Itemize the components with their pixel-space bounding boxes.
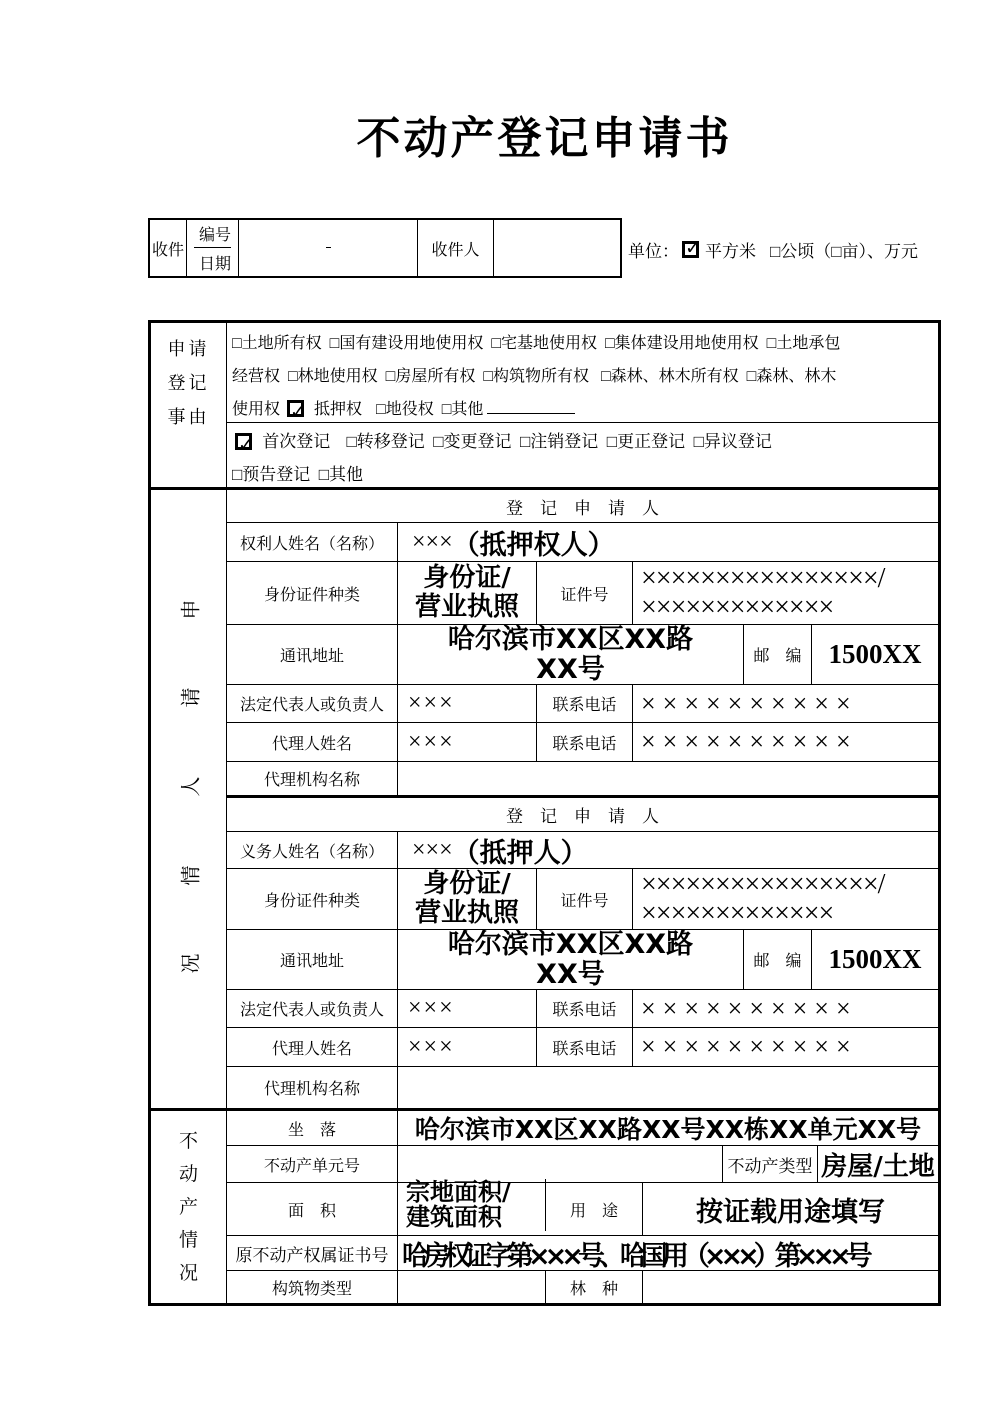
rights-line-1[interactable]: □土地所有权 □国有建设用地使用权 □宅基地使用权 □集体建设用地使用权 □土地承包	[232, 335, 841, 352]
receipt-number-field[interactable]	[326, 220, 331, 248]
page-title: 不动产登记申请书	[356, 114, 733, 163]
area-field[interactable]	[398, 1179, 546, 1231]
agent-field[interactable]: ×××	[398, 723, 537, 761]
name-field[interactable]	[398, 832, 938, 868]
reason-side-line: 申请	[167, 339, 210, 359]
property-side-char: 动	[178, 1163, 198, 1185]
receipt-receive-label: 收件	[150, 220, 187, 276]
main-form-table	[148, 320, 941, 1306]
phone-label: 联系电话	[537, 685, 633, 722]
registrant-header: 登 记 申 请 人	[506, 498, 659, 518]
id-type-field[interactable]	[398, 562, 537, 624]
types-checked-label[interactable]: 首次登记	[262, 432, 331, 451]
structure-type-field[interactable]	[398, 1271, 546, 1303]
property-side-char: 况	[178, 1262, 198, 1284]
agency-label: 代理机构名称	[227, 1067, 398, 1108]
name-role-value: （抵押人）	[452, 837, 588, 869]
check-icon: ✓	[238, 434, 254, 456]
reason-side-line: 登记	[167, 373, 210, 393]
check-icon: ✓	[685, 236, 701, 259]
phone-label: 联系电话	[537, 990, 633, 1027]
id-type-line2: 营业执照	[414, 592, 519, 622]
phone-field[interactable]: ××××××××××	[641, 993, 858, 1023]
unit-other-options[interactable]: □公顷（□亩）、万元	[770, 241, 919, 261]
id-type-label: 身份证件种类	[227, 562, 398, 624]
reason-side-line: 事由	[167, 407, 210, 427]
address-line1: 哈尔滨市XX区XX路	[447, 928, 694, 960]
id-number-field[interactable]	[633, 869, 938, 929]
receipt-date-field[interactable]	[326, 248, 331, 276]
address-line2: XX号	[536, 958, 605, 990]
property-side-label	[151, 1111, 227, 1303]
use-label: 用 途	[546, 1183, 643, 1235]
forest-type-label: 林 种	[546, 1271, 643, 1303]
applicant-section	[151, 487, 938, 1108]
receipt-table	[148, 218, 622, 278]
name-label: 权利人姓名（名称）	[227, 523, 398, 561]
applicant-side-char: 请	[180, 687, 202, 708]
applicant-side-char: 况	[180, 953, 202, 974]
id-type-line1: 身份证/	[423, 869, 511, 899]
old-cert-label: 原不动产权属证书号	[227, 1236, 398, 1270]
other-blank-underline[interactable]	[487, 400, 575, 414]
receipt-date-label: 日期	[198, 255, 231, 273]
applicant-side-char: 申	[180, 599, 202, 620]
address-label: 通讯地址	[227, 930, 398, 989]
name-role-value: （抵押权人）	[452, 529, 615, 561]
checked-checkbox-icon[interactable]	[235, 433, 254, 456]
property-section	[151, 1108, 938, 1303]
rights-checked-label[interactable]: 抵押权	[314, 401, 363, 418]
name-label: 义务人姓名（名称）	[227, 832, 398, 868]
applicant-side-label	[151, 490, 227, 1108]
id-number-field[interactable]	[633, 562, 938, 624]
reason-side-label	[151, 323, 227, 487]
address-line2: XX号	[536, 653, 605, 685]
checked-checkbox-icon[interactable]	[682, 236, 701, 259]
receipt-receiver-label: 收件人	[418, 220, 494, 276]
phone-label: 联系电话	[537, 1028, 633, 1066]
id-type-label: 身份证件种类	[227, 869, 398, 929]
receipt-receiver-field[interactable]	[494, 220, 620, 276]
address-label: 通讯地址	[227, 625, 398, 684]
phone-field[interactable]: ××××××××××	[641, 1032, 858, 1061]
agent-field[interactable]: ×××	[398, 1028, 537, 1066]
unit-number-field[interactable]	[398, 1146, 723, 1182]
id-type-field[interactable]	[398, 869, 537, 929]
agency-label: 代理机构名称	[227, 762, 398, 795]
legal-rep-label: 法定代表人或负责人	[227, 685, 398, 722]
postcode-field[interactable]: 1500XX	[828, 639, 922, 669]
rights-line-2[interactable]: 经营权 □林地使用权 □房屋所有权 □构筑物所有权 □森林、林木所有权 □森林、林木	[232, 368, 837, 385]
agency-field[interactable]	[398, 762, 938, 795]
id-number-label: 证件号	[537, 562, 633, 624]
agent-label: 代理人姓名	[227, 723, 398, 761]
id-type-line1: 身份证/	[423, 563, 511, 593]
agent-label: 代理人姓名	[227, 1028, 398, 1066]
types-line-1[interactable]	[232, 425, 933, 458]
id-number-line1: ××××××××××××××××/	[641, 869, 885, 900]
name-x-value: ×××	[412, 836, 453, 863]
types-checkbox-group	[227, 423, 938, 487]
unit-option-sqm[interactable]: 平方米	[705, 241, 756, 261]
name-x-value: ×××	[412, 528, 453, 555]
area-line1: 宗地面积/	[406, 1178, 511, 1206]
postcode-field[interactable]: 1500XX	[828, 944, 922, 974]
unit-number-label: 不动产单元号	[227, 1146, 398, 1182]
address-field[interactable]	[398, 930, 744, 989]
property-type-label: 不动产类型	[723, 1146, 818, 1182]
location-field[interactable]: 哈尔滨市XX区XX路XX号XX栋XX单元XX号	[414, 1115, 922, 1144]
reason-section	[151, 323, 938, 487]
applicant-side-char: 情	[180, 865, 202, 886]
check-icon: ✓	[290, 401, 306, 423]
area-label: 面 积	[227, 1183, 398, 1235]
property-type-field[interactable]: 房屋/土地	[821, 1151, 935, 1182]
rights-line3-pre: 使用权	[232, 401, 281, 418]
agency-field[interactable]	[398, 1067, 938, 1108]
legal-rep-field[interactable]: ×××	[398, 990, 537, 1027]
id-number-line1: ××××××××××××××××/	[641, 563, 885, 594]
old-cert-field[interactable]: 哈房权证字第×××号、哈国用（×××）第×××号	[402, 1240, 867, 1272]
unit-prefix-label: 单位：	[628, 241, 679, 261]
legal-rep-field[interactable]: ×××	[398, 685, 537, 722]
property-side-char: 不	[178, 1130, 198, 1152]
id-type-line2: 营业执照	[414, 898, 519, 928]
structure-type-label: 构筑物类型	[227, 1271, 398, 1303]
postcode-label: 邮 编	[744, 930, 812, 989]
rights-line3-post[interactable]: □地役权 □其他	[376, 401, 484, 418]
receipt-number-label: 编号	[194, 220, 231, 248]
id-number-line2: ×××××××××××××	[641, 592, 834, 623]
postcode-label: 邮 编	[744, 625, 812, 684]
name-field[interactable]	[398, 523, 938, 561]
registrant-header: 登 记 申 请 人	[506, 807, 659, 826]
types-line1-rest[interactable]: □转移登记 □变更登记 □注销登记 □更正登记 □异议登记	[346, 432, 772, 451]
address-line1: 哈尔滨市XX区XX路	[447, 623, 694, 655]
unit-line	[628, 234, 978, 264]
types-line-2[interactable]: □预告登记 □其他	[232, 465, 364, 484]
phone-field[interactable]: ××××××××××	[641, 727, 858, 756]
area-line2: 建筑面积	[406, 1203, 502, 1231]
location-label: 坐 落	[227, 1111, 398, 1145]
phone-field[interactable]: ××××××××××	[641, 688, 858, 718]
applicant-side-char: 人	[180, 776, 202, 797]
property-side-char: 情	[178, 1229, 198, 1251]
checked-checkbox-icon[interactable]	[287, 400, 306, 423]
use-field[interactable]: 按证载用途填写	[696, 1196, 885, 1228]
phone-label: 联系电话	[537, 723, 633, 761]
rights-checkbox-group	[227, 323, 938, 423]
address-field[interactable]	[398, 625, 744, 684]
forest-type-field[interactable]	[643, 1271, 938, 1303]
rights-line-3[interactable]	[232, 393, 933, 426]
id-number-label: 证件号	[537, 869, 633, 929]
id-number-line2: ×××××××××××××	[641, 898, 834, 929]
property-side-char: 产	[178, 1196, 198, 1218]
legal-rep-label: 法定代表人或负责人	[227, 990, 398, 1027]
